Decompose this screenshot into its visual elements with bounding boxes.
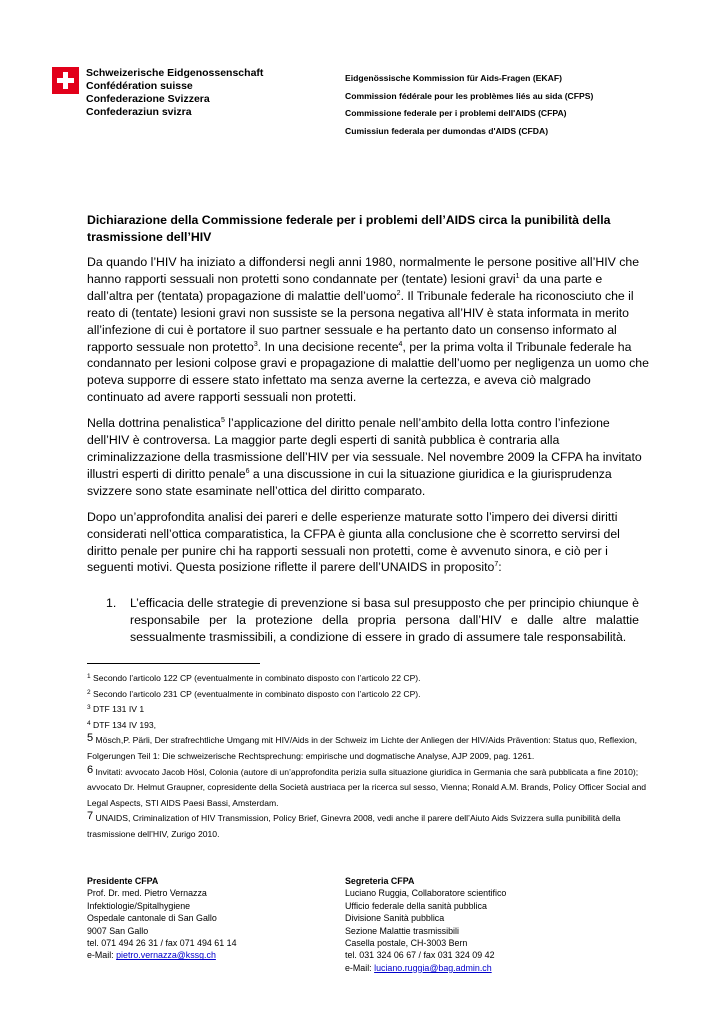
document-title: Dichiarazione della Commissione federale per i problemi dell’AIDS circa la punibilità della trasmissione dell’HIV [87,213,611,244]
contact-line: tel. 071 494 26 31 / fax 071 494 61 14 [87,938,237,949]
contact-heading: Presidente CFPA [87,876,159,886]
contact-line: Infektiologie/Spitalhygiene [87,900,191,911]
paragraph-2: Nella dottrina penalistica$^5$ l’applicazione del diritto penale nell’ambito della lotta contro l’infezione dell’HIV è controversa. La maggior parte degli esperti di sanità pubblica è contraria alla criminalizzazione della trasmissione dell’HIV per via sessuale. Nel novembre 2009 la CFPA ha invitato illustri esperti di diritto penale$^6$ a una discussione in cui la situazione giuridica e la giurisprudenza svizzere sono state esaminate nell’ottica del diritto comparato. [87,416,642,498]
contact-line: Ospedale cantonale di San Gallo [87,913,217,924]
footnote: $^3$ DTF 131 IV 1 [87,704,145,715]
contact-line: 9007 San Gallo [87,925,149,936]
footnote: $^4$ DTF 134 IV 193, [87,719,157,730]
secretariat-contact [345,875,605,974]
commission-name: Commission fédérale pour les problèmes liés au sida (CFPS) [345,90,594,101]
contact-line: tel. 031 324 06 67 / fax 031 324 09 42 [345,950,495,961]
contact-line: Divisione Sanità pubblica [345,913,445,924]
footnote: $^2$ Secondo l’articolo 231 CP (eventualmente in combinato disposto con l’articolo 22 CP). [87,688,421,699]
footnote-ref: 6 [245,467,250,475]
logo-line: Confederazione Svizzera [86,93,210,105]
paragraph-1: Da quando l’HIV ha iniziato a diffondersi negli anni 1980, normalmente le persone positive all’HIV che hanno rapporti sessuali non protetti sono condannate per (tentate) lesioni gravi$^1$ da una parte e dall’altra per (tentata) propagazione di malattie dell’uomo$^2$. Il Tribunale federale ha riconosciuto che il reato di (tentate) lesioni gravi non sussiste se la persona negativa all’HIV è stata informata in merito all’infezione di cui è portatore il suo partner sessuale e ha pertanto dato un consenso informato al rapporto sessuale non protetto$^3$. In una decisione recente$^4$, per la prima volta il Tribunale federale ha condannato per lesioni colpose gravi e propagazione di malattie dell’uomo per negligenza un uomo che poteva supporre di essere stato infettato ma senza averne la certezza, e aveva ciò malgrado continuato ad avere rapporti sessuali non protetti. [87,255,649,405]
document-body [87,254,649,585]
contact-line: Ufficio federale della sanità pubblica [345,900,487,911]
commission-name: Eidgenössische Kommission für Aids-Fragen (EKAF) [345,73,562,83]
logo-line: Schweizerische Eidgenossenschaft [86,67,264,79]
confederation-logo-text [86,67,263,119]
footnote-ref: 2 [396,289,401,297]
contact-line: Prof. Dr. med. Pietro Vernazza [87,888,207,899]
paragraph-3: Dopo un’approfondita analisi dei pareri e delle esperienze maturate sotto l’impero dei diversi diritti considerati nell’ottica comparatistica, la CFPA è giunta alla conclusione che è scorretto servirsi del diritto penale per punire chi ha rapporti sessuali non protetti, come è avvenuto sinora, e ciò per i seguenti motivi. Questa posizione riflette il parere dell’UNAIDS in proposito$^7$: [87,509,620,575]
footnote-divider [87,663,260,664]
footnote: $^1$ Secondo l’articolo 122 CP (eventualmente in combinato disposto con l’articolo 22 CP). [87,673,421,683]
contact-email-row: e-Mail: pietro.vernazza@kssg.ch [87,950,216,961]
footnotes [87,671,647,843]
footnote-ref: 5 [220,417,225,425]
footnote-ref: 4 [398,340,403,348]
commission-name: Cumissiun federala per dumondas d'AIDS (CFDA) [345,125,549,136]
footnote-ref: 7 [494,561,499,569]
contact-line: Casella postale, CH-3003 Bern [345,938,468,949]
list-item-text: L’efficacia delle strategie di prevenzione si basa sul presupposto che per principio chiunque è responsabile per la protezione della propria persona dall’HIV e dalle altre malattie sessualmente trasmissibili, a condizione di essere in grado di assumere tale responsabilità. [130,596,639,644]
contact-heading: Segreteria CFPA [345,876,415,886]
commission-names [345,70,593,140]
contact-line: Luciano Ruggia, Collaboratore scientifico [345,888,507,899]
footnote-ref: 1 [515,272,520,280]
footnote: $^6$ Invitati: avvocato Jacob Hösl, Colonia (autore di un’approfondita perizia sulla situazione giuridica in Germania che sarà pubblicata a fine 2010); avvocato Dr. Helmut Graupner, copresidente della Società austriaca per la ricerca sul sesso, Vienna; Ronald A.M. Brands, Policy Officer Social and Legal Aspects, STI AIDS Paesi Bassi, Amsterdam. [87,763,647,808]
president-email-link[interactable]: pietro.vernazza@kssg.ch [116,950,216,961]
list-item-number: 1. [106,596,117,610]
footnote: $^5$ Mösch,P. Pärli, Der strafrechtliche Umgang mit HIV/Aids in der Schweiz im Lichte der Anliegen der HIV/Aids Prävention: Status quo, Reflexion, Folgerungen Teil 1: Die schweizerische Rechtsprechung: empirische und dogmatische Analyse, AJP 2009, pag. 1261. [87,732,638,761]
contact-line: Sezione Malattie trasmissibili [345,925,459,936]
footnote-ref: 3 [253,340,258,348]
logo-line: Confédération suisse [86,80,193,92]
contact-email-row: e-Mail: luciano.ruggia@bag.admin.ch [345,962,492,973]
swiss-cross-icon [52,67,79,94]
commission-name: Commissione federale per i problemi dell'AIDS (CFPA) [345,108,567,119]
footnote: $^7$ UNAIDS, Criminalization of HIV Transmission, Policy Brief, Ginevra 2008, vedi anche il parere dell’Aiuto Aids Svizzera sulla punibilità della trasmissione dell’HIV, Zurigo 2010. [87,810,621,839]
secretariat-email-link[interactable]: luciano.ruggia@bag.admin.ch [374,962,492,973]
president-contact [87,875,327,962]
logo-line: Confederaziun svizra [86,106,192,118]
